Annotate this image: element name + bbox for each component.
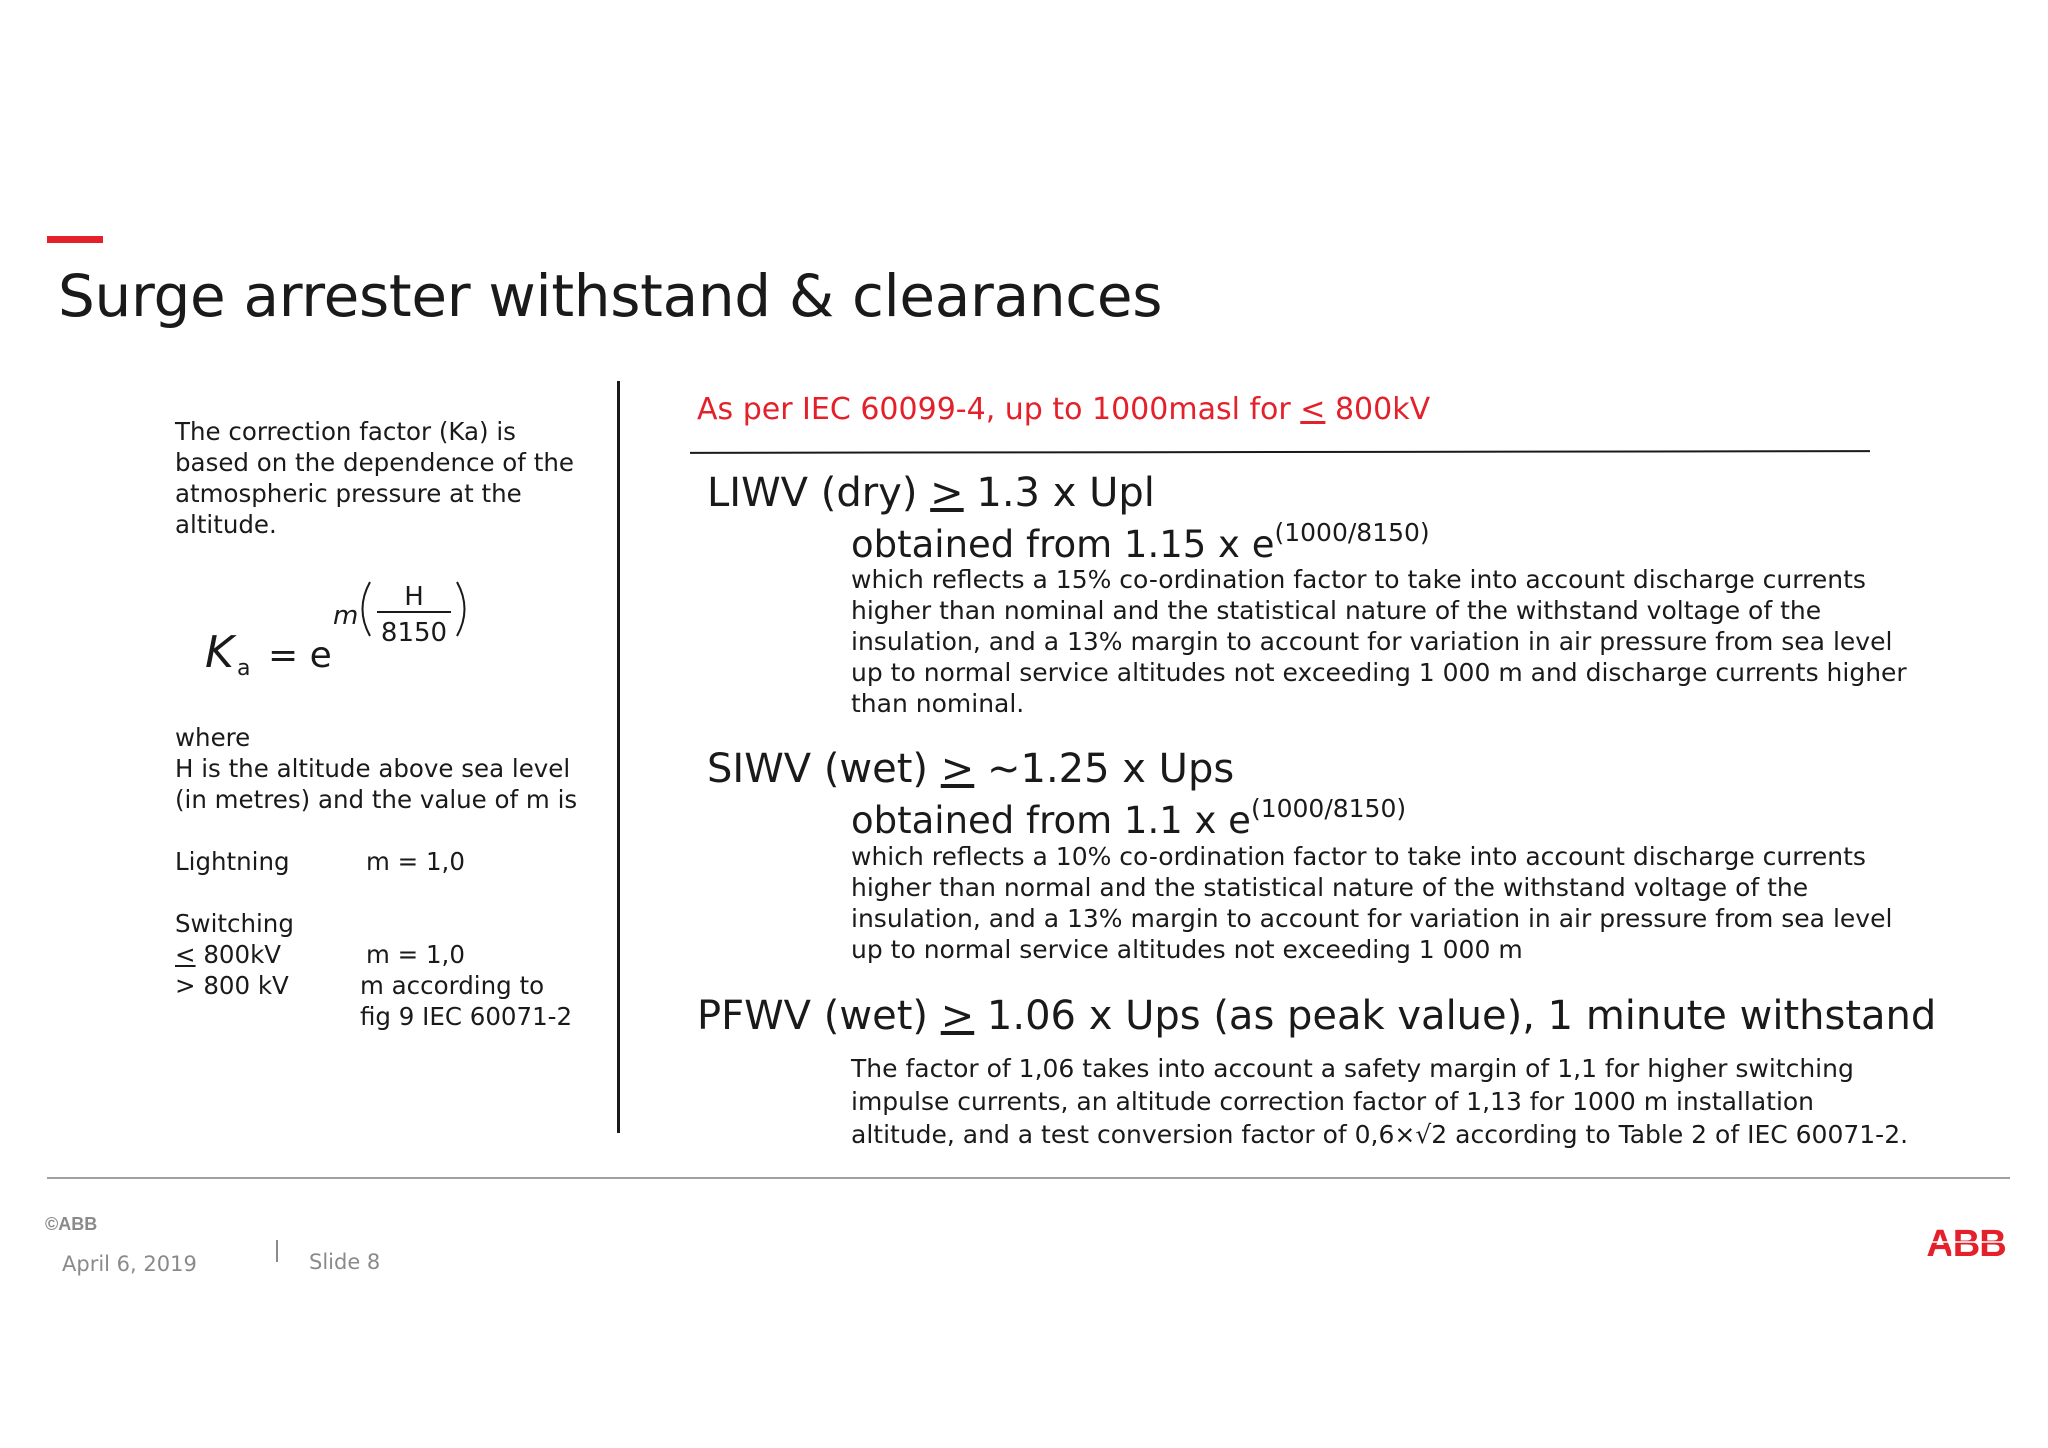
svg-text:ABB: ABB [1926, 1223, 2006, 1262]
footer-date: April 6, 2019 [62, 1252, 197, 1276]
heading-rule [690, 450, 1870, 454]
copyright: ©ABB [45, 1214, 98, 1234]
footer-rule [47, 1177, 2010, 1179]
liwv-line: LIWV (dry) > 1.3 x Upl [707, 470, 1155, 516]
svg-text:K: K [205, 627, 234, 678]
accent-bar [47, 236, 103, 243]
svg-text:H: H [404, 582, 424, 612]
siwv-description: which reflects a 10% co-ordination factor to take into account discharge currents higher than normal and the statistical nature of the withstand voltage of the insulation, and a 13% margin to account for variation in air pressure from sea level up to normal service altitudes not exceeding 1 000 m [851, 842, 1893, 964]
abb-logo [1922, 1222, 2010, 1262]
iec-heading: As per IEC 60099-4, up to 1000masl for < 800kV [697, 392, 1431, 427]
slide-number: Slide 8 [309, 1250, 381, 1274]
gt-800kv-value: m according to fig 9 IEC 60071-2 [360, 971, 573, 1031]
pfwv-description: The factor of 1,06 takes into account a safety margin of 1,1 for higher switching impulse currents, an altitude correction factor of 1,13 for 1000 m installation altitude, and a test conversion factor of 0,6×√2 according to Table 2 of IEC 60071-2. [851, 1054, 1909, 1149]
pfwv-line: PFWV (wet) > 1.06 x Ups (as peak value), 1 minute withstand [697, 993, 1937, 1039]
column-divider [617, 381, 620, 1133]
footer-separator [276, 1240, 278, 1262]
svg-text:8150: 8150 [380, 618, 448, 648]
lightning-label: Lightning [175, 847, 290, 876]
siwv-line: SIWV (wet) > ~1.25 x Ups [707, 746, 1235, 792]
ka-formula [205, 578, 485, 688]
slide-title: Surge arrester withstand & clearances [58, 262, 1163, 330]
svg-text:m: m [333, 601, 359, 631]
svg-text:= e: = e [268, 635, 332, 676]
le-800kv-label: < 800kV [175, 940, 282, 969]
where-text: where H is the altitude above sea level (in metres) and the value of m is [175, 723, 578, 814]
siwv-obtained: obtained from 1.1 x $e^{(1000/8150)}$ [851, 794, 1407, 842]
liwv-description: which reflects a 15% co-ordination factor to take into account discharge currents higher than nominal and the statistical nature of the withstand voltage of the insulation, and a 13% margin to account for variation in air pressure from sea level up to normal service altitudes not exceeding 1 000 m and discharge currents higher than nominal. [851, 565, 1907, 718]
svg-text:a: a [237, 656, 251, 681]
lightning-value: m = 1,0 [366, 847, 465, 876]
gt-800kv-label: > 800 kV [175, 971, 289, 1000]
le-800kv-value: m = 1,0 [366, 940, 465, 969]
switching-label: Switching [175, 909, 294, 938]
liwv-obtained: obtained from 1.15 x $e^{(1000/8150)}$ [851, 518, 1430, 566]
correction-factor-intro: The correction factor (Ka) is based on the dependence of the atmospheric pressure at the altitude. [175, 417, 574, 539]
